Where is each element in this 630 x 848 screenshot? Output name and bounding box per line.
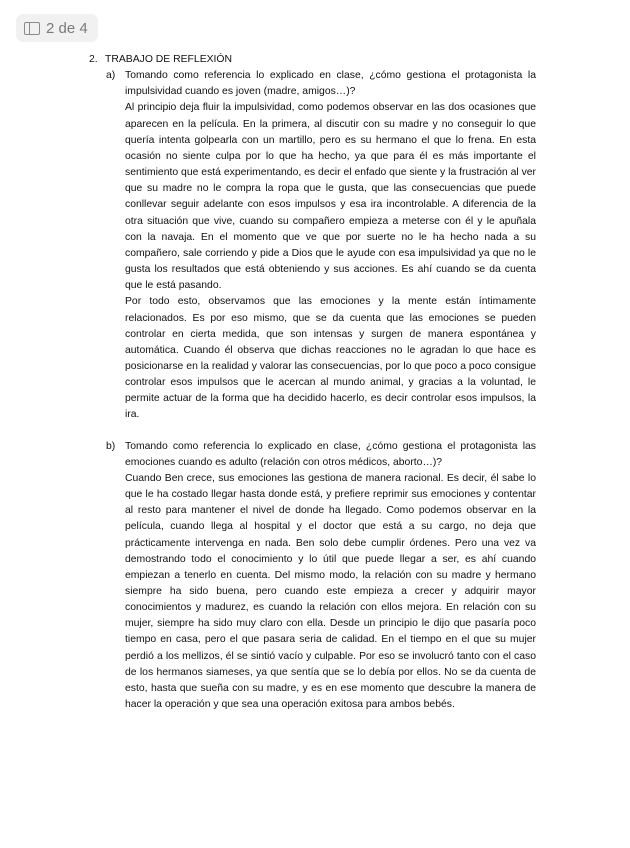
item-marker: b) [106,440,116,452]
item-marker: a) [106,70,116,82]
page-indicator[interactable] [16,14,98,42]
page-indicator-label: 2 de 4 [46,19,88,37]
section-title: TRABAJO DE REFLEXIÓN [105,54,233,65]
list-item [106,439,536,714]
question-text: Tomando como referencia lo explicado en clase, ¿cómo gestiona el protagonista las emociones cuando es adulto (relación con otros médicos, aborto…)? [125,440,536,468]
section-number: 2. [89,54,98,65]
document-page [89,52,536,713]
answer-paragraph: Por todo esto, observamos que las emociones y la mente están íntimamente relacionados. Es por eso mismo, que se da cuenta que las emociones se pueden controlar en cierta medida, que son intensas y surgen de manera espontánea y automática. Cuando él observa que dichas reacciones no le agradan lo que hace es posicionarse en la realidad y valorar las consecuencias, por lo que poco a poco consigue controlar esos impulsos que le acercan al mundo animal, y gracias a la voluntad, le permite actuar de la forma que ha decidido hacerlo, es decir controlar esos impulsos, la ira. [125,296,536,421]
answer-paragraph: Cuando Ben crece, sus emociones las gestiona de manera racional. Es decir, él sabe lo que le ha costado llegar hasta donde está, y prefiere reprimir sus emociones y contentar al resto para mantener el nivel de donde ha llegado. Como podemos observar en la película, cuando llega al hospital y el doctor que está a su cargo, no deja que prácticamente intervenga en nada. Ben solo debe cumplir órdenes. Pero una vez va demostrando todo el conocimiento y lo útil que puede llegar a ser, es ahí cuando empiezan a tenerlo en cuenta. Del mismo modo, la relación con su madre y hermano siempre ha sido buena, pero cuando este empieza a crecer y adquirir mayor conocimientos y madurez, es cuando la relación con ellos mejora. En relación con su mujer, siempre ha sido muy claro con ella. Desde un principio le dijo que pasaría poco tiempo en casa, pero el que pasara seria de calidad. En el tiempo en el que su mujer perdió a los mellizos, él se sintió vacío y culpable. Por eso se involucró tanto con el caso de los hermanos siameses, ya que sentía que se lo debía por ellos. No se da cuenta de esto, hasta que sueña con su madre, y es en ese momento que descubre la manera de hacer la operación y que sea una operación exitosa para ambos bebés. [125,472,536,711]
question-text: Tomando como referencia lo explicado en clase, ¿cómo gestiona el protagonista la impulsividad cuando es joven (madre, amigos…)? [125,70,536,98]
sidebar-icon[interactable] [24,22,40,35]
answer-paragraph: Al principio deja fluir la impulsividad, como podemos observar en las dos ocasiones que aparecen en la película. En la primera, al discutir con su madre y no conseguir lo que quería intenta golpearla con un martillo, pero es su hermano el que lo frena. En esta ocasión no siente culpa por lo que ha hecho, ya que para él es más importante el sentimiento que está experimentando, es decir el enfado que siente y la frustración al ver que su madre no le compra la ropa que le gusta, que las consecuencias que puede conllevar seguir adelante con esos impulsos y esa ira incontrolable. A diferencia de la otra situación que vive, cuando su compañero empieza a meterse con él y le apuñala con la navaja. En el momento que ve que por suerte no le ha hecho nada a su compañero, sale corriendo y pide a Dios que le ayude con esa impulsividad ya que no le gusta los resultados que está obteniendo y sus acciones. Es ahí cuando se da cuenta que le está pasando. [125,102,536,292]
list-item [106,68,536,423]
section-heading [89,52,536,68]
